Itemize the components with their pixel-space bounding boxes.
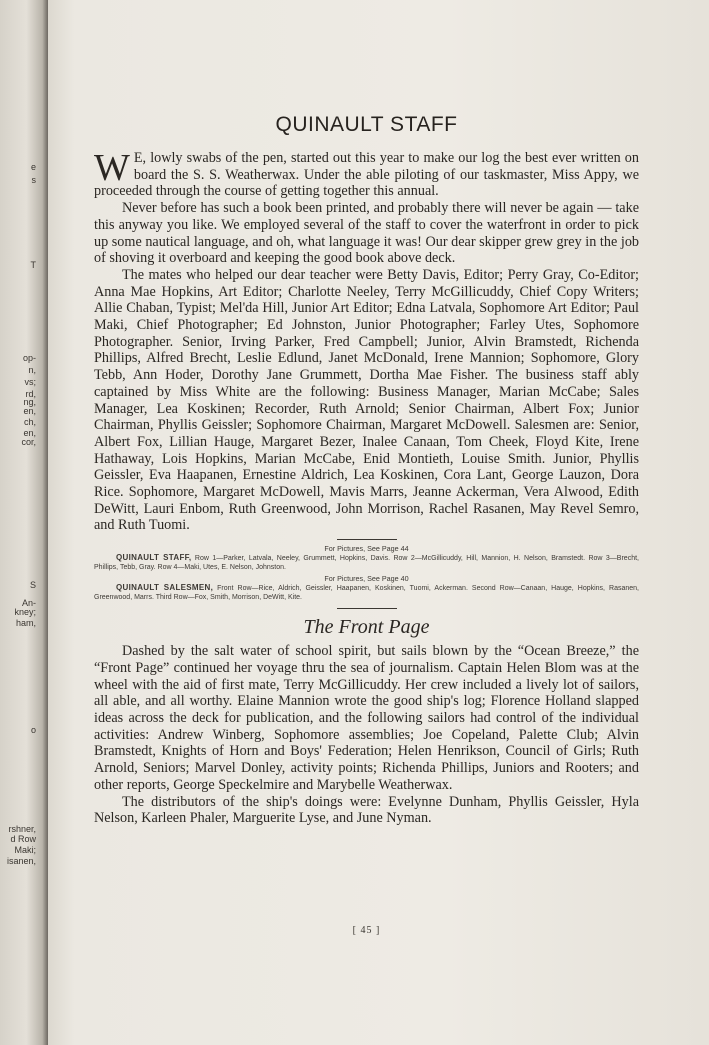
gutter-text-fragment: isanen, [6, 856, 36, 866]
gutter-text-fragment: rshner, [8, 824, 36, 834]
gutter-text-fragment: o [30, 725, 36, 735]
gutter-text-fragment: T [30, 260, 36, 270]
caption-label: QUINAULT STAFF, [116, 553, 192, 563]
section-title: The Front Page [303, 615, 430, 638]
picture-reference-1: For Pictures, See Page 44 [324, 544, 409, 554]
gutter-text-fragment: d Row [10, 834, 36, 844]
gutter-text-fragment: e [30, 162, 36, 172]
caption-label: QUINAULT SALESMEN, [116, 583, 214, 593]
gutter-text-fragment: S [29, 580, 36, 590]
picture-reference-2: For Pictures, See Page 40 [324, 574, 409, 584]
gutter-text-fragment: Maki; [14, 845, 36, 855]
gutter-text-fragment: rd, [25, 389, 36, 399]
gutter-text-fragment: en, [23, 406, 36, 416]
front-page-paragraph-2: The distributors of the ship's doings were: Evelynne Dunham, Phyllis Geissler, Hyla Nelson, Karleen Phaler, Marguerite Lyse, and June Nyman. [94, 793, 639, 827]
gutter-text-fragment: kney; [14, 607, 36, 617]
drop-cap: W [94, 147, 130, 189]
staff-paragraph-1: W E, lowly swabs of the pen, started out this year to make our log the best ever written on board the S. S. Weatherwax. Under the able piloting of our taskmaster, Miss Appy, we proceeded through the course of getting together this annual. [94, 147, 639, 200]
page-number: [ 45 ] [352, 925, 381, 936]
gutter-text-fragment: en, [23, 428, 36, 438]
gutter-text-fragment: ham, [15, 618, 36, 628]
gutter-text-fragment: vs; [24, 377, 36, 387]
article-body [94, 147, 639, 827]
staff-paragraph-2: Never before has such a book been printed, and probably there will never be again — take this anyway you like. We employed several of the staff to cover the waterfront in order to pick up some nautical language, and oh, what language it was! Our dear skipper grew grey in the job of shoving it overboard and keeping the good book above deck. [94, 200, 639, 267]
salesmen-photo-caption: QUINAULT SALESMEN, Front Row—Rice, Aldrich, Geissler, Haapanen, Koskinen, Tuomi, Ackerman. Second Row—Canaan, Hauge, Hopkins, Rasanen, Greenwood, Marrs. Third Row—Fox, Smith, Morrison, DeWitt, Kite. [94, 583, 639, 601]
facing-page-edge [0, 0, 48, 1045]
gutter-text-fragment: n, [28, 365, 36, 375]
gutter-text-fragment: op- [22, 353, 36, 363]
gutter-text-fragment: cor, [21, 437, 36, 447]
divider-rule [337, 608, 397, 609]
gutter-text-fragment: s [31, 175, 36, 185]
divider-rule [337, 539, 397, 540]
gutter-text-fragment: ng, [23, 397, 36, 407]
staff-photo-caption: QUINAULT STAFF, Row 1—Parker, Latvala, Neeley, Grummett, Hopkins, Davis. Row 2—McGillicuddy, Hill, Mannion, H. Nelson, Bramstedt. Row 3—Brecht, Phillips, Tebb, Gray. Row 4—Maki, Utes, E. Nelson, Johnston. [94, 553, 639, 571]
gutter-text-fragment: ch, [23, 417, 36, 427]
staff-paragraph-3: The mates who helped our dear teacher were Betty Davis, Editor; Perry Gray, Co-Editor; Anna Mae Hopkins, Art Editor; Charlotte Neeley, Terry McGillicuddy, Chief Copy Writers; Allie Chaban, Typist; Mel'da Hill, Junior Art Editor; Edna Latvala, Sophomore Art Editor; Paul Maki, Chief Photographer; Ed Johnston, Junior Photographer; Farley Utes, Sophomore Photographer. Senior, Irving Parker, Fred Campbell; Junior, Alvin Bramstedt, Richenda Phillips, Alfred Brecht, Leslie Edlund, Janet McDonald, Irene Mannion; Sophomore, Glory Tebb, Ann Hoder, Dorothy Jane Grummett, Dortha Mae Fisher. The business staff ably captained by Miss White are the following: Business Manager, Marian McCabe; Sales Manager, Lea Koskinen; Recorder, Ruth Arnold; Senior Chairman, Albert Fox; Junior Chairman, Phyllis Geissler; Sophomore Chairman, Margaret McDowell. Salesmen are: Senior, Albert Fox, Lillian Hauge, Margaret Bezer, Inalee Canaan, Tom Cheek, Floyd Kite, Irene Hathaway, Lois Hopkins, Marian McCabe, Enid Montieth, Louise Smith. Junior, Phyllis Geissler, Eva Haapanen, Ernestine Aldrich, Lea Koskinen, Cora Lant, George Lauzon, Dora Rice. Sophomore, Margaret McDowell, Mavis Marrs, Jeanne Ackerman, Vera Alwood, Edith DeWitt, Lauri Enbom, Ruth Greenwood, John Morrison, Rachel Rasanen, May Revel Semro, and Ruth Tuomi. [94, 266, 639, 534]
gutter-text-fragment: An- [21, 598, 36, 608]
page-title: QUINAULT STAFF [275, 113, 458, 136]
front-page-paragraph-1: Dashed by the salt water of school spirit, but sails blown by the “Ocean Breeze,” the “Front Page” continued her voyage thru the sea of journalism. Captain Helen Blom was at the wheel with the aid of first mate, Terry McGillicuddy. Her crew included a lively lot of sailors, all able, and all worthy. Elaine Mannion wrote the good ship's log; Florence Holland slapped ideas across the deck for publication, and the following sailors had control of the individual activities: Andrew Winberg, Sophomore assemblies; Joe Copeland, Palette Club; Alvin Bramstedt, Knights of Horn and Boys' Federation; Helen Henrikson, Council of Girls; Ruth Arnold, Seniors; Marvel Donley, activity points; Richenda Phillips, Juniors and Rooters; and other reports, George Speckelmire and Marybelle Weatherwax. [94, 643, 639, 793]
yearbook-page [48, 0, 709, 1045]
